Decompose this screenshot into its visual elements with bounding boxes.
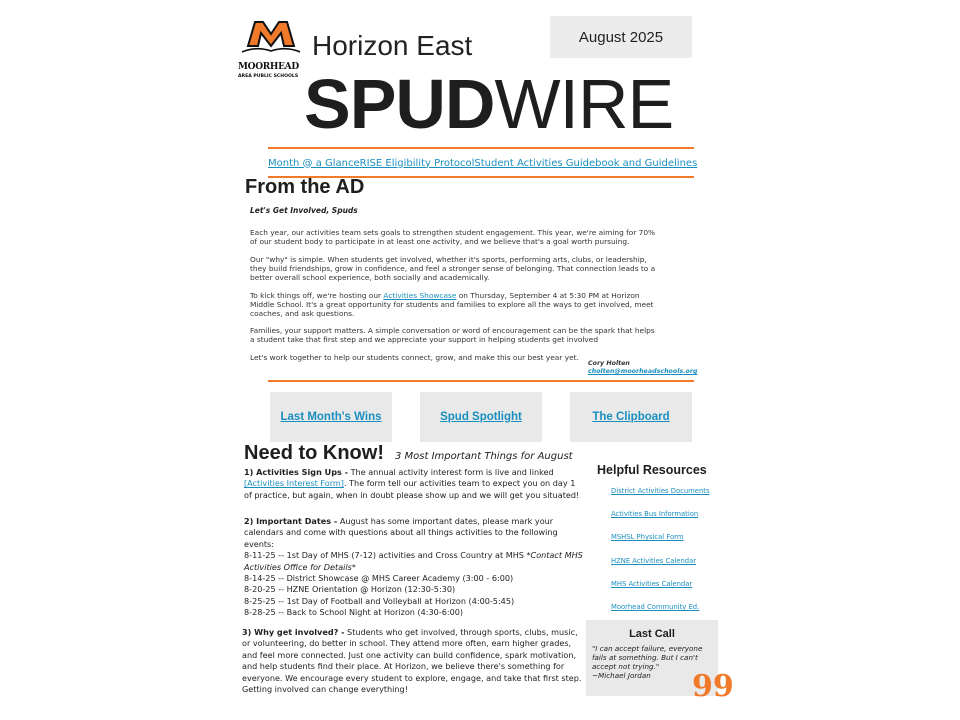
divider — [268, 147, 694, 149]
need-to-know-subheading: 3 Most Important Things for August — [395, 451, 573, 462]
title-bold: SPUD — [304, 65, 495, 143]
date-note: *Contact MHS Activities Office for Details* — [244, 550, 583, 572]
signature-email-link[interactable]: cholten@moorheadschools.org — [588, 368, 698, 375]
ntk-item-1: 1) Activities Sign Ups - The annual activity interest form is live and linked [Activities Interest Form]. The form tell our activities team to expect you on day 1 of practice, but again, when in doubt please show up and we will get you situated! — [244, 467, 580, 500]
issue-date: August 2025 — [550, 16, 692, 58]
helpful-resources-heading: Helpful Resources — [597, 463, 707, 477]
resource-link-mhs-calendar[interactable]: MHS Activities Calendar — [611, 580, 693, 588]
ntk-item-3: 3) Why get involved? - Students who get involved, through sports, clubs, music, or volunteering, do better in school. They attend more often, earn higher grades, and feel more connected. Just one activity can build confidence, spark motivation, and help students find their place. At Horizon, we believe there's something for everyone. We encourage every student to explore, engage, and take that first step. Getting involved can change everything! — [242, 627, 582, 695]
resource-link-bus-info[interactable]: Activities Bus Information — [611, 510, 699, 518]
last-months-wins-button[interactable]: Last Month's Wins — [270, 392, 392, 442]
ntk-item-2: 2) Important Dates - August has some important dates, please mark your calendars and come with questions about all things activities to the following events: 8-11-25 -- 1st Day of MHS (7-12) activities and Cross Country at MHS *Contact MHS Activities Office for Details* 8-14-25 -- District Showcase @ MHS Career Academy (3:00 - 6:00) 8-20-25 -- HZNE Orientation @ Horizon (12:30-5:30) 8-25-25 -- 1st Day of Football and Volleyball at Horizon (4:00-5:45) 8-28-25 -- Back to School Night at Horizon (4:30-6:00) — [244, 516, 583, 618]
ad-paragraph: Each year, our activities team sets goals to strengthen student engagement. This year, we're aiming for 70% of our student body to participate in at least one activity, and we believe that's a goal worth pursuing. — [250, 228, 656, 246]
m-letter-icon — [246, 20, 296, 48]
school-name: Horizon East — [312, 30, 473, 61]
ad-paragraph: Our "why" is simple. When students get involved, whether it's sports, performing arts, clubs, or leadership, they build friendships, grow in confidence, and feel a stronger sense of belonging. That connection leads to a better overall school experience, both socially and academically. — [250, 255, 656, 282]
nav-links — [268, 152, 698, 174]
ad-paragraph: Families, your support matters. A simple conversation or word of encouragement can be the spark that helps a student take that first step and we appreciate your support in helping students get involved — [250, 326, 655, 344]
from-ad-subheading: Let's Get Involved, Spuds — [250, 206, 358, 215]
divider — [268, 380, 694, 382]
need-to-know-heading: Need to Know! — [244, 442, 384, 464]
nav-link-month-at-a-glance[interactable]: Month @ a Glance — [268, 157, 360, 169]
signature-name: Cory Holten — [588, 360, 630, 367]
logo-org-subtitle: AREA PUBLIC SCHOOLS — [238, 74, 299, 79]
moorhead-logo — [238, 20, 304, 82]
quote-mark-icon: 99 — [692, 669, 734, 704]
activities-showcase-link[interactable]: Activities Showcase — [383, 291, 457, 300]
logo-org-name: MOORHEAD — [238, 62, 299, 72]
resource-link-district-activities[interactable]: District Activities Documents — [611, 487, 710, 495]
last-call-quote: "I can accept failure, everyone fails at something. But I can't accept not trying." ~Michael Jordan — [592, 644, 714, 680]
ad-paragraph: Let's work together to help our students connect, grow, and make this our best year yet. — [250, 353, 579, 362]
nav-link-rise-eligibility[interactable]: RISE Eligibility Protocol — [359, 157, 475, 169]
the-clipboard-button[interactable]: The Clipboard — [570, 392, 692, 442]
newsletter-title — [304, 64, 673, 144]
date-line: 8-20-25 -- HZNE Orientation @ Horizon (12:30-5:30) — [244, 584, 456, 595]
resource-link-community-ed[interactable]: Moorhead Community Ed. — [611, 603, 700, 611]
last-call-title: Last Call — [629, 628, 675, 640]
resource-link-physical-form[interactable]: MSHSL Physical Form — [611, 533, 684, 541]
date-line: 8-11-25 -- 1st Day of MHS (7-12) activities and Cross Country at MHS — [244, 550, 527, 561]
title-light: WIRE — [494, 65, 674, 143]
nav-link-guidebook[interactable]: Student Activities Guidebook and Guidelines — [474, 157, 698, 169]
spud-spotlight-button[interactable]: Spud Spotlight — [420, 392, 542, 442]
resource-link-hzne-calendar[interactable]: HZNE Activities Calendar — [611, 557, 697, 565]
quote-author: ~Michael Jordan — [592, 671, 651, 680]
from-ad-heading: From the AD — [245, 176, 365, 198]
date-line: 8-25-25 -- 1st Day of Football and Volleyball at Horizon (4:00-5:45) — [244, 595, 515, 606]
book-icon — [240, 46, 302, 54]
date-line: 8-14-25 -- District Showcase @ MHS Career Academy (3:00 - 6:00) — [244, 573, 514, 584]
ad-paragraph: To kick things off, we're hosting our Activities Showcase on Thursday, September 4 at 5:30 PM at Horizon Middle School. It's a great opportunity for students and families to explore all the ways to get involved, meet coaches, and ask questions. — [250, 291, 654, 318]
activities-interest-form-link[interactable]: [Activities Interest Form] — [244, 478, 344, 489]
date-line: 8-28-25 -- Back to School Night at Horizon (4:30-6:00) — [244, 607, 464, 618]
